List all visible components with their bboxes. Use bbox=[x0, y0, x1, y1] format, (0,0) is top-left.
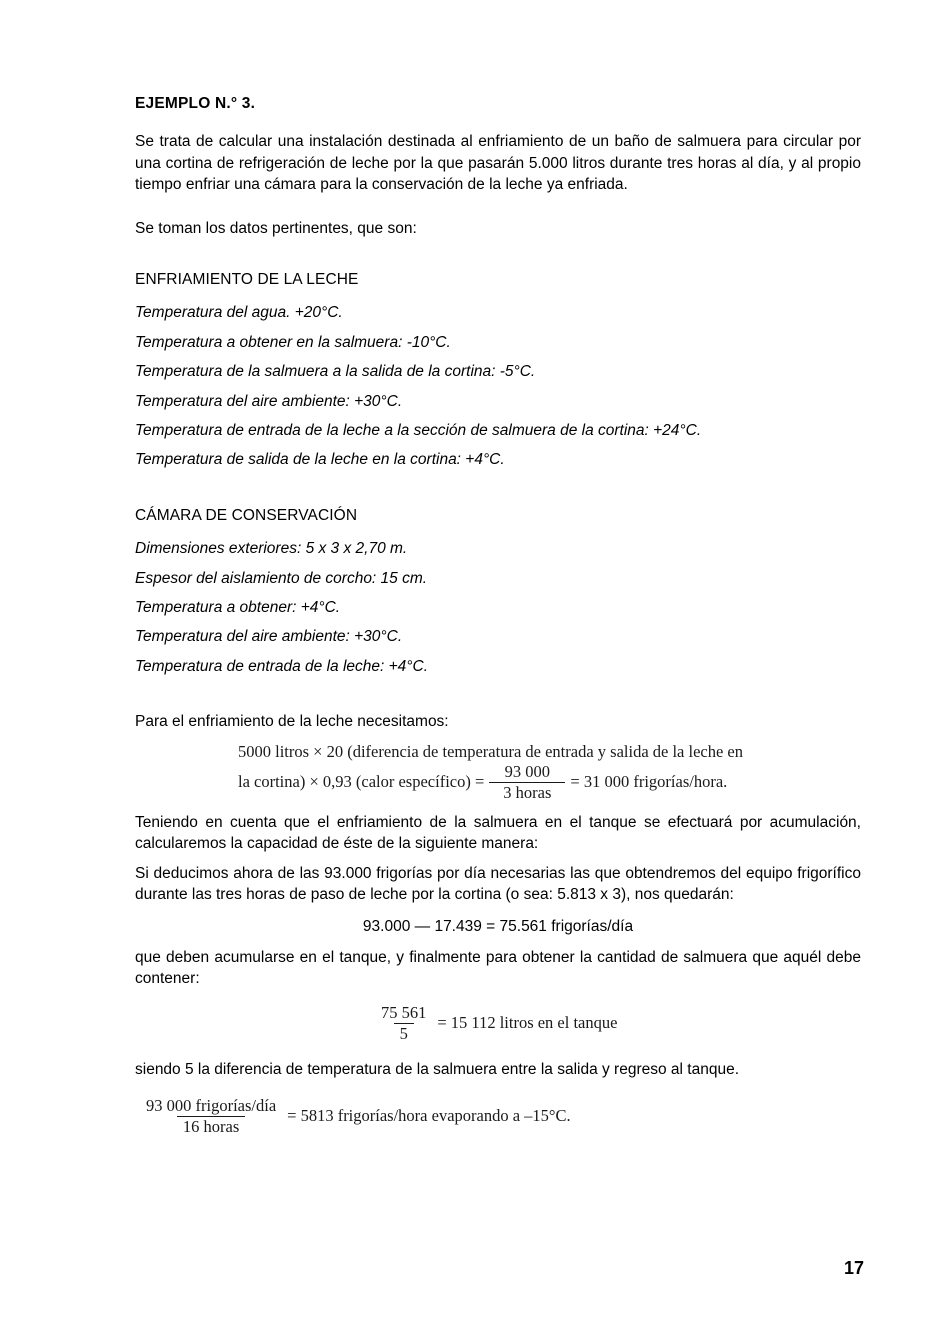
fraction-numerator: 75 561 bbox=[381, 1002, 427, 1022]
formula-brine-litres bbox=[370, 1004, 861, 1043]
spacer bbox=[135, 1043, 861, 1059]
spec-item: Dimensiones exteriores: 5 x 3 x 2,70 m. bbox=[135, 540, 408, 558]
spec-item: Temperatura a obtener en la salmuera: -10°C. bbox=[135, 333, 451, 351]
lead-in-formula-1: Para el enfriamiento de la leche necesitamos: bbox=[135, 713, 449, 731]
spec-item: Temperatura del aire ambiente: +30°C. bbox=[135, 628, 403, 646]
fraction-denominator: 3 horas bbox=[489, 782, 565, 802]
spec-item: Espesor del aislamiento de corcho: 15 cm. bbox=[135, 569, 428, 587]
spacer bbox=[135, 290, 861, 302]
page-title: EJEMPLO N.° 3. bbox=[135, 95, 256, 112]
spec-item: Temperatura a obtener: +4°C. bbox=[135, 599, 341, 617]
spec-item: Temperatura de entrada de la leche a la sección de salmuera de la cortina: +24°C. bbox=[135, 422, 702, 440]
fraction-denominator: 16 horas bbox=[177, 1116, 245, 1136]
fraction-numerator: 93 000 bbox=[504, 761, 551, 781]
section-title-enfriamiento: ENFRIAMIENTO DE LA LECHE bbox=[135, 271, 359, 288]
page-content bbox=[135, 94, 861, 1136]
spacer bbox=[135, 990, 861, 1004]
spacer bbox=[135, 239, 861, 269]
spacer bbox=[135, 906, 861, 916]
formula-row bbox=[370, 1004, 861, 1043]
spacer bbox=[135, 196, 861, 218]
formula-line-2-prefix: la cortina) × 0,93 (calor específico) = bbox=[238, 771, 485, 791]
spacer bbox=[135, 855, 861, 863]
spec-item: Temperatura de entrada de la leche: +4°C. bbox=[135, 657, 428, 675]
formula-result: = 31 000 frigorías/hora. bbox=[570, 771, 728, 791]
spec-list-enfriamiento bbox=[135, 302, 861, 470]
intro-paragraph: Se trata de calcular una instalación destinada al enfriamiento de un baño de salmuera para circular por una cortina de refrigeración de leche por la que pasarán 5.000 litros durante tres horas al día, y al propio tiempo enfriar una cámara para la conservación de la leche ya enfriada. bbox=[135, 133, 861, 194]
spec-list-camara bbox=[135, 538, 861, 677]
formula-line-2 bbox=[238, 763, 861, 802]
formula-result: = 15 112 litros en el tanque bbox=[437, 1012, 618, 1032]
formula-line-1: 5000 litros × 20 (diferencia de temperatura de entrada y salida de la leche en bbox=[238, 741, 743, 761]
spacer bbox=[135, 113, 861, 131]
spacer bbox=[135, 1081, 861, 1097]
paragraph-tank: que deben acumularse en el tanque, y finalmente para obtener la cantidad de salmuera que aquél debe contener: bbox=[135, 949, 861, 988]
spec-item: Temperatura del aire ambiente: +30°C. bbox=[135, 392, 403, 410]
data-intro-paragraph: Se toman los datos pertinentes, que son: bbox=[135, 219, 417, 237]
spec-item: Temperatura de la salmuera a la salida de la cortina: -5°C. bbox=[135, 363, 536, 381]
formula-milk-cooling bbox=[238, 742, 861, 802]
paragraph-accumulation: Teniendo en cuenta que el enfriamiento de la salmuera en el tanque se efectuará por acumulación, calcularemos la capacidad de éste de la siguiente manera: bbox=[135, 813, 861, 853]
fraction-numerator: 93 000 frigorías/día bbox=[146, 1095, 277, 1115]
spec-item: Temperatura de salida de la leche en la cortina: +4°C. bbox=[135, 451, 505, 469]
page-number: 17 bbox=[843, 1258, 864, 1278]
formula-hourly-frigorias bbox=[135, 1097, 861, 1136]
fraction-75561-5 bbox=[375, 1004, 432, 1043]
spacer bbox=[135, 526, 861, 538]
fraction-93000-3horas bbox=[489, 763, 565, 802]
spacer bbox=[135, 685, 861, 711]
equation-frigorias-dia: 93.000 — 17.439 = 75.561 frigorías/día bbox=[362, 917, 634, 935]
formula-row bbox=[135, 1097, 861, 1136]
spacer bbox=[135, 733, 861, 742]
spacer bbox=[135, 937, 861, 947]
paragraph-difference: siendo 5 la diferencia de temperatura de la salmuera entre la salida y regreso al tanque. bbox=[135, 1061, 740, 1079]
paragraph-deduction: Si deducimos ahora de las 93.000 frigorías por día necesarias las que obtendremos del equipo frigorífico durante las tres horas de paso de leche por la cortina (o sea: 5.813 x 3), nos quedarán: bbox=[135, 864, 861, 904]
spacer bbox=[135, 479, 861, 505]
fraction-93000-16horas bbox=[140, 1097, 282, 1136]
fraction-denominator: 5 bbox=[394, 1023, 414, 1043]
spec-item: Temperatura del agua. +20°C. bbox=[135, 304, 343, 322]
section-title-camara: CÁMARA DE CONSERVACIÓN bbox=[135, 506, 358, 524]
spacer bbox=[135, 802, 861, 812]
formula-result: = 5813 frigorías/hora evaporando a –15°C. bbox=[287, 1105, 571, 1125]
